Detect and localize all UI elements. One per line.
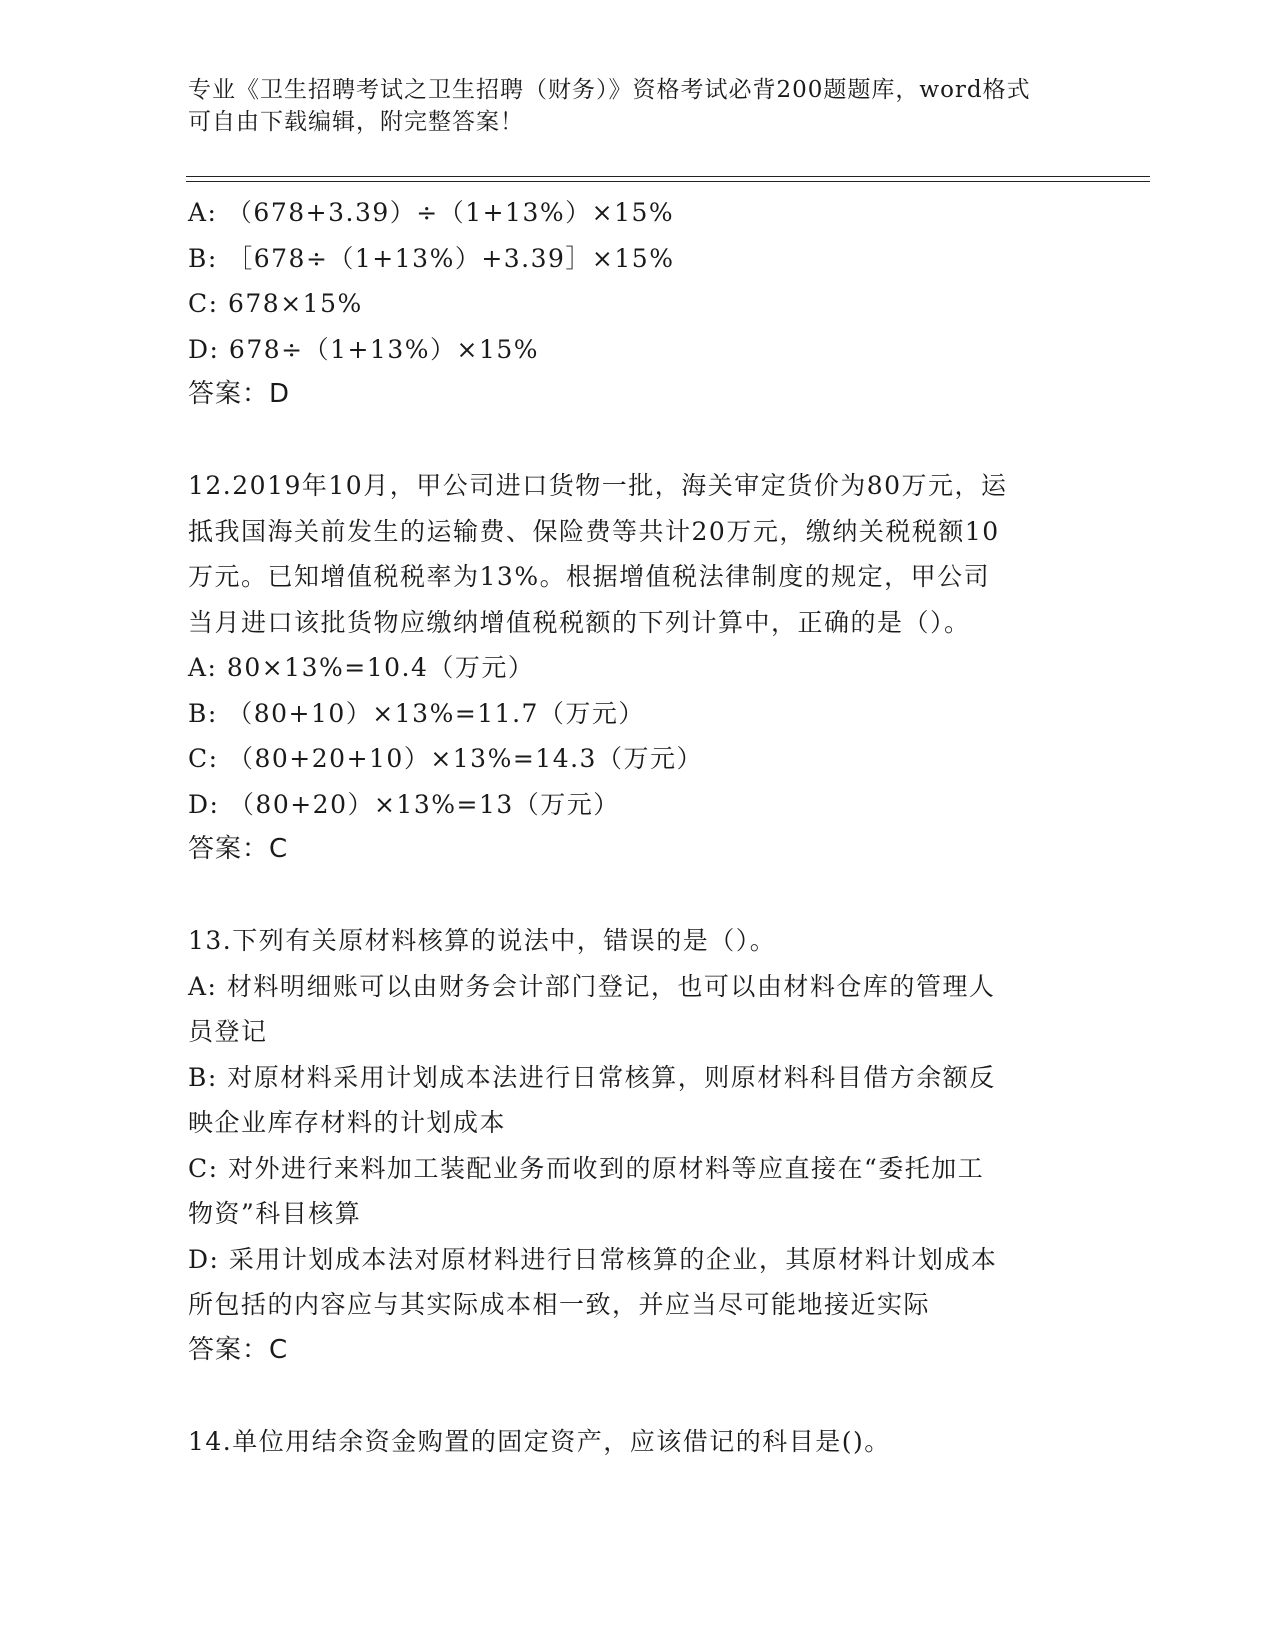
question-13 [188,918,1088,1373]
q12-stem-line: 抵我国海关前发生的运输费、保险费等共计20万元，缴纳关税税额10 [188,516,1000,546]
spacer [188,873,1088,919]
question-14 [188,1419,1088,1465]
question-12 [188,463,1088,873]
q13-option-d-line: 所包括的内容应与其实际成本相一致，并应当尽可能地接近实际 [188,1290,931,1319]
q12-stem-line: 万元。已知增值税税率为13%。根据增值税法律制度的规定，甲公司 [188,562,991,591]
q13-stem: 13.下列有关原材料核算的说法中，错误的是（）。 [188,926,777,955]
spacer [188,1373,1088,1419]
q13-option-c-line: C: 对外进行来料加工装配业务而收到的原材料等应直接在“委托加工 [188,1153,985,1183]
header-divider-bottom [186,181,1150,182]
document-body [188,190,1088,1464]
q11-option-b: B: ［678÷（1+13%）+3.39］×15% [188,243,675,273]
q13-option-c-line: 物资”科目核算 [188,1199,362,1228]
q12-option-a: A: 80×13%=10.4（万元） [188,653,535,682]
header-line-2: 可自由下载编辑，附完整答案！ [188,109,524,135]
question-11 [188,190,1088,418]
q11-answer: 答案：D [188,379,291,409]
q13-option-a-line: A: 材料明细账可以由财务会计部门登记，也可以由材料仓库的管理人 [188,971,996,1001]
spacer [188,418,1088,464]
q12-answer: 答案：C [188,834,289,864]
q14-stem: 14.单位用结余资金购置的固定资产，应该借记的科目是()。 [188,1426,891,1456]
q12-stem-line: 当月进口该批货物应缴纳增值税税额的下列计算中，正确的是（）。 [188,607,971,637]
q13-option-b-line: 映企业库存材料的计划成本 [188,1108,507,1137]
q12-option-d: D: （80+20）×13%=13（万元） [188,789,620,819]
q11-option-c: C: 678×15% [188,289,363,318]
q12-option-c: C: （80+20+10）×13%=14.3（万元） [188,744,703,773]
q13-option-d-line: D: 采用计划成本法对原材料进行日常核算的企业，其原材料计划成本 [188,1244,998,1274]
q12-option-b: B: （80+10）×13%=11.7（万元） [188,698,645,728]
document-header [188,74,1068,138]
q13-option-a-line: 员登记 [188,1017,268,1046]
q11-option-d: D: 678÷（1+13%）×15% [188,334,540,364]
header-line-1: 专业《卫生招聘考试之卫生招聘（财务）》资格考试必背200题题库，word格式 [188,77,1031,103]
header-divider-top [186,176,1150,177]
q13-answer: 答案：C [188,1334,289,1365]
q11-option-a: A: （678+3.39）÷（1+13%）×15% [188,198,675,227]
q12-stem-line: 12.2019年10月，甲公司进口货物一批，海关审定货价为80万元，运 [188,471,1008,500]
q13-option-b-line: B: 对原材料采用计划成本法进行日常核算，则原材料科目借方余额反 [188,1062,996,1092]
